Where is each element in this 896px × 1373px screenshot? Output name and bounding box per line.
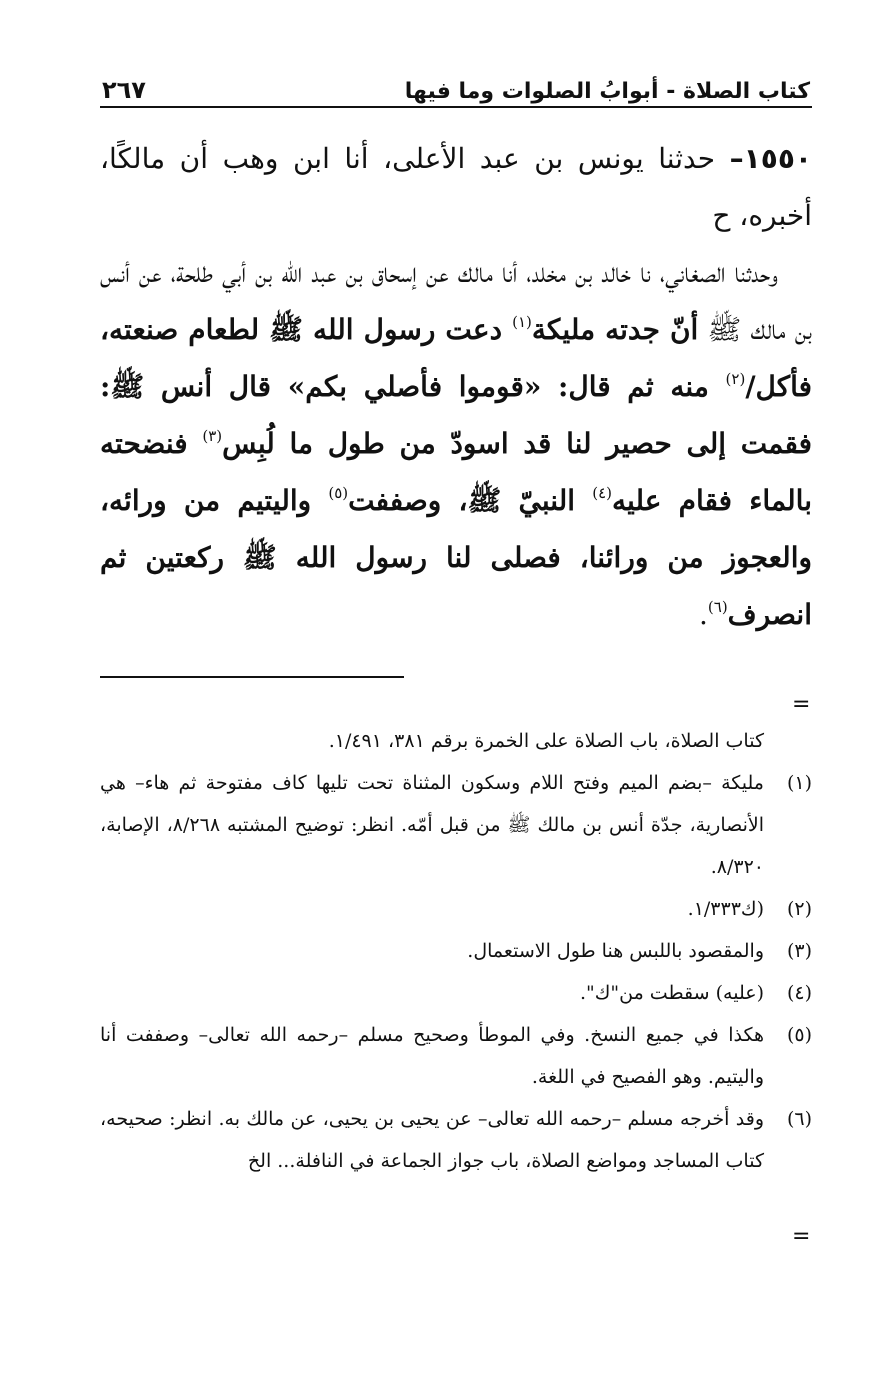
footnote-label: (٤) bbox=[786, 982, 812, 1004]
hadith-matn-5: النبيّ ﷺ، وصففت bbox=[348, 484, 593, 517]
footnote-text: مليكة –بضم الميم وفتح اللام وسكون المثناة تحت تليها كاف مفتوحة ثم هاء– هي الأنصارية، جدّة أنس بن مالك ﷺ من قبل أمّه. انظر: توضيح المشتبه ٨/٢٦٨، الإصابة، ٨/٣٢٠. bbox=[100, 772, 764, 878]
footnote-item bbox=[100, 1098, 812, 1182]
footnote-item bbox=[100, 1014, 812, 1098]
hadith-number: ١٥٥٠– bbox=[729, 142, 812, 175]
chapter-title: كتاب الصلاة - أبوابُ الصلوات وما فيها bbox=[404, 79, 810, 104]
footnote-item bbox=[100, 762, 812, 888]
footnote-item bbox=[100, 972, 812, 1014]
footnote-label: (٣) bbox=[786, 940, 812, 962]
page-number: ٢٦٧ bbox=[102, 76, 146, 104]
footnote-text: (ك١/٣٣٣. bbox=[687, 898, 764, 920]
footnote-ref-2: (٢) bbox=[725, 370, 746, 388]
hadith-end: . bbox=[698, 598, 708, 631]
footnote-label: (٢) bbox=[786, 898, 812, 920]
hadith-second-paragraph bbox=[100, 244, 812, 643]
footnote-label: (٥) bbox=[786, 1024, 812, 1046]
footnote-ref-5: (٥) bbox=[328, 484, 349, 502]
footnote-label: (١) bbox=[786, 772, 812, 794]
footnote-text: هكذا في جميع النسخ. وفي الموطأ وصحيح مسلم –رحمه الله تعالى– وصففت أنا واليتيم. وهو الفصيح في اللغة. bbox=[100, 1024, 764, 1088]
footnote-ref-6: (٦) bbox=[707, 598, 728, 616]
hadith-text bbox=[100, 130, 812, 643]
footnote-item bbox=[100, 930, 812, 972]
hadith-first-paragraph bbox=[100, 130, 812, 244]
footnotes bbox=[100, 720, 812, 1182]
footnote-text: والمقصود باللبس هنا طول الاستعمال. bbox=[467, 940, 764, 962]
footnote-ref-4: (٤) bbox=[592, 484, 613, 502]
footnote-ref-1: (١) bbox=[512, 313, 532, 331]
hadith-matn-6: واليتيم من ورائه، والعجوز من ورائنا، فصلى لنا رسول الله ﷺ ركعتين ثم انصرف bbox=[100, 484, 812, 631]
hadith-matn-start: أنّ جدته مليكة bbox=[531, 313, 699, 346]
hadith-isnad-2: وحدثنا الصغاني، نا خالد بن مخلد، أنا مالك عن إسحاق بن عبد الله بن أبي طلحة، عن أنس بن مالك ﷺ bbox=[100, 256, 812, 346]
running-header bbox=[100, 70, 812, 108]
hadith-matn-3: منه ثم قال: «قوموا فأصلي بكم» قال أنس ﷺ: فقمت إلى حصير لنا قد اسودّ من طول ما لُبِس bbox=[100, 370, 813, 460]
continuation-mark-top: = bbox=[792, 692, 811, 717]
footnote-label: (٦) bbox=[786, 1108, 812, 1130]
hadith-matn-4: فنضحته بالماء فقام عليه bbox=[100, 427, 812, 517]
footnote-text: (عليه) سقطت من"ك". bbox=[579, 982, 764, 1004]
footnote-separator bbox=[100, 676, 404, 678]
continuation-mark-bottom: = bbox=[792, 1224, 811, 1249]
footnote-text: وقد أخرجه مسلم –رحمه الله تعالى– عن يحيى بن يحيى، عن مالك به. انظر: صحيحه، كتاب المساجد ومواضع الصلاة، باب جواز الجماعة في النافلة... الخ bbox=[100, 1108, 764, 1172]
footnote-ref-3: (٣) bbox=[202, 427, 223, 445]
footnote-continuation bbox=[100, 720, 812, 762]
book-page bbox=[100, 70, 812, 643]
hadith-matn-2: دعت رسول الله ﷺ لطعام صنعته، فأكل/ bbox=[100, 313, 812, 403]
footnote-continuation-text: كتاب الصلاة، باب الصلاة على الخمرة برقم ٣٨١، ١/٤٩١. bbox=[328, 730, 764, 752]
footnote-item bbox=[100, 888, 812, 930]
hadith-isnad-1: حدثنا يونس بن عبد الأعلى، أنا ابن وهب أن مالكًا، أخبره، ح bbox=[100, 142, 812, 232]
